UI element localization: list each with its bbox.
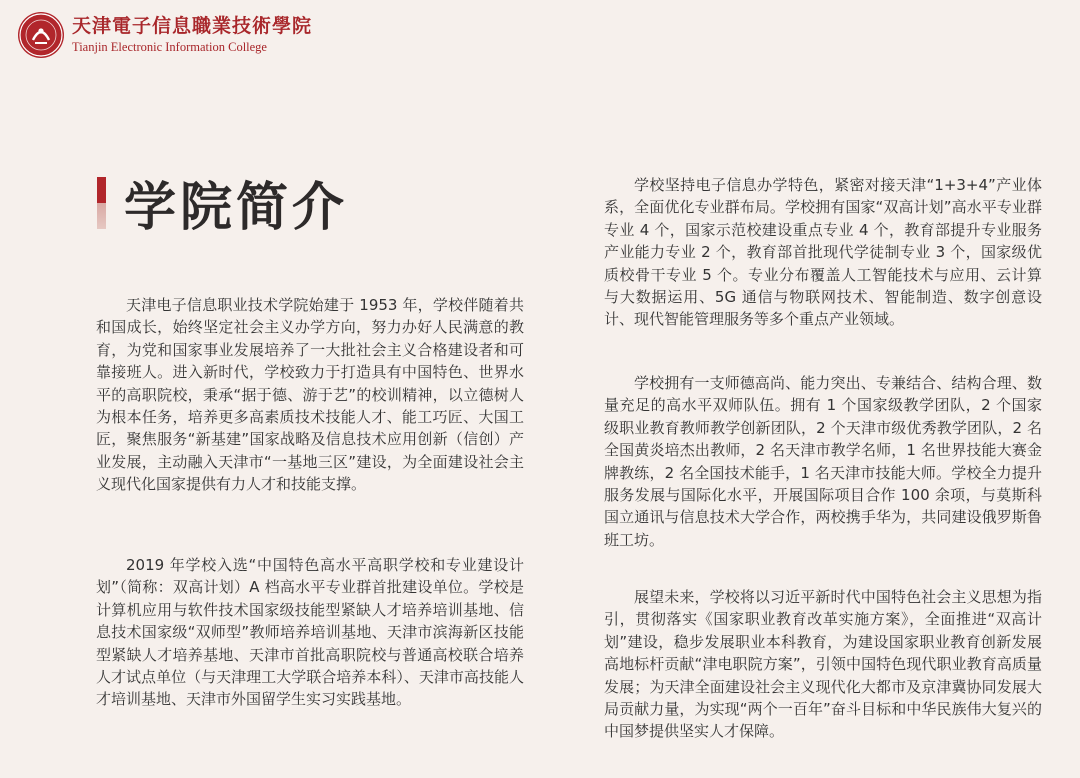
college-emblem-icon [18,12,64,58]
college-logo [18,12,312,58]
college-name-en: Tianjin Electronic Information College [72,39,267,54]
section-heading [97,165,348,240]
intro-paragraph-3: 学校坚持电子信息办学特色，紧密对接天津“1+3+4”产业体系，全面优化专业群布局。学校拥有国家“双高计划”高水平专业群专业 4 个，国家示范校建设重点专业 4 个，教育部提升专业服务产业能力专业 2 个，教育部首批现代学徒制专业 3 个，国家级优质校骨干专业 5 个。专业分布覆盖人工智能技术与应用、云计算与大数据运用、5G 通信与物联网技术、智能制造、数字创意设计、现代智能管理服务等多个重点产业领域。 [604,176,1042,329]
intro-paragraph-1: 天津电子信息职业技术学院始建于 1953 年，学校伴随着共和国成长，始终坚定社会主义办学方向，努力办好人民满意的教育，为党和国家事业发展培养了一大批社会主义合格建设者和可靠接班人。进入新时代，学校致力于打造具有中国特色、世界水平的高职院校，秉承“据于德、游于艺”的校训精神，以立德树人为根本任务，培养更多高素质技术技能人才、能工巧匠、大国工匠，聚焦服务“新基建”国家战略及信息技术应用创新（信创）产业发展，主动融入天津市“一基地三区”建设，为全面建设社会主义现代化国家提供有力人才和技能支撑。 [96,296,524,494]
intro-paragraph-4: 学校拥有一支师德高尚、能力突出、专兼结合、结构合理、数量充足的高水平双师队伍。拥有 1 个国家级教学团队，2 个国家级职业教育教师教学创新团队，2 个天津市级优秀教学团队，2 名全国黄炎培杰出教师，2 名天津市教学名师，1 名世界技能大赛金牌教练，2 名全国技术能手，1 名天津市技能大师。学校全力提升服务发展与国际化水平，开展国际项目合作 100 余项，与莫斯科国立通讯与信息技术大学合作，两校携手华为，共同建设俄罗斯鲁班工坊。 [604,374,1042,549]
intro-paragraph-2: 2019 年学校入选“中国特色高水平高职学校和专业建设计划”（简称：双高计划）A 档高水平专业群首批建设单位。学校是计算机应用与软件技术国家级技能型紧缺人才培养培训基地、信息技术国家级“双师型”教师培养培训基地、天津市滨海新区技能型紧缺人才培养基地、天津市首批高职院校与普通高校联合培养人才试点单位（与天津理工大学联合培养本科）、天津市高技能人才培训基地、天津市外国留学生实习实践基地。 [96,556,524,709]
title-accent-bar [97,177,106,229]
intro-paragraph-5: 展望未来，学校将以习近平新时代中国特色社会主义思想为指引，贯彻落实《国家职业教育改革实施方案》，全面推进“双高计划”建设，稳步发展职业本科教育，为建设国家职业教育创新发展高地标杆贡献“津电职院方案”，引领中国特色现代职业教育高质量发展；为天津全面建设社会主义现代化大都市及京津冀协同发展大局贡献力量，为实现“两个一百年”奋斗目标和中华民族伟大复兴的中国梦提供坚实人才保障。 [604,588,1042,741]
college-name-cn: 天津電子信息職業技術學院 [72,14,313,37]
page-title: 学院简介 [124,178,349,238]
